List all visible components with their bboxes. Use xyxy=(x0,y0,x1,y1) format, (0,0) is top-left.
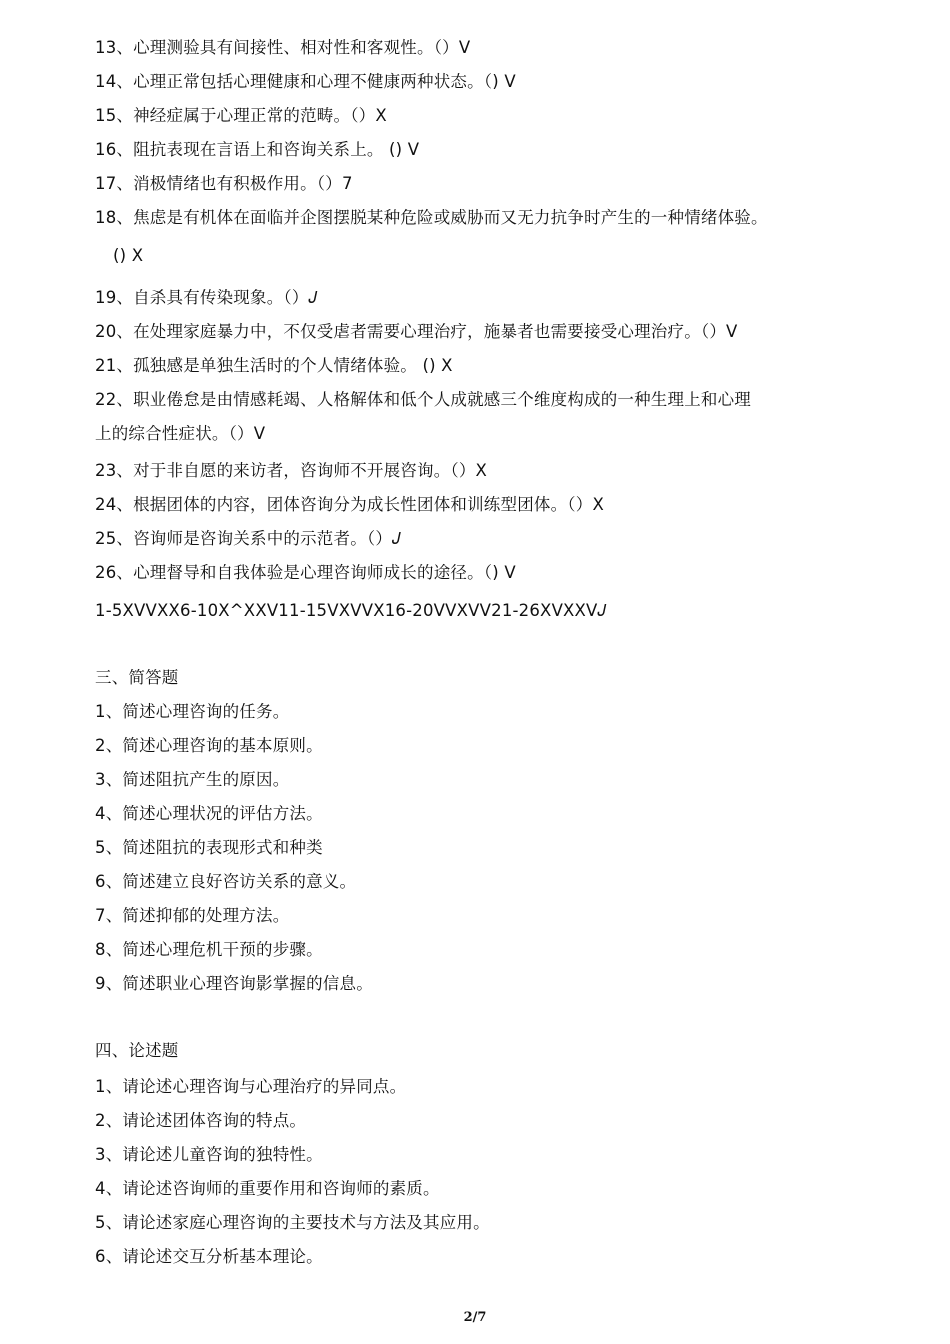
short-answer-item-3: 3、简述阻抗产生的原因。 xyxy=(95,770,290,789)
short-answer-item-9: 9、简述职业心理咨询影掌握的信息。 xyxy=(95,974,373,993)
short-answer-heading: 三、简答题 xyxy=(95,668,179,687)
question-15: 15、神经症属于心理正常的范畴。（）X xyxy=(95,106,387,125)
question-22: 22、职业倦怠是由情感耗竭、人格解体和低个人成就感三个维度构成的一种生理上和心理 xyxy=(95,390,751,409)
answer-key: 1-5XVVXX6-10X^XXV11-15VXVVX16-20VVXVV21-26XVXXV𝐽 xyxy=(95,601,607,620)
short-answer-item-6: 6、简述建立良好咨访关系的意义。 xyxy=(95,872,357,891)
question-14: 14、心理正常包括心理健康和心理不健康两种状态。（) V xyxy=(95,72,516,91)
question-17: 17、消极情绪也有积极作用。（）7 xyxy=(95,174,353,193)
question-20: 20、在处理家庭暴力中，不仅受虐者需要心理治疗，施暴者也需要接受心理治疗。（）V xyxy=(95,322,738,341)
question-16: 16、阻抗表现在言语上和咨询关系上。 () V xyxy=(95,140,420,159)
short-answer-item-4: 4、简述心理状况的评估方法。 xyxy=(95,804,323,823)
short-answer-item-5: 5、简述阻抗的表现形式和种类 xyxy=(95,838,323,857)
question-23: 23、对于非自愿的来访者，咨询师不开展咨询。（）X xyxy=(95,461,488,480)
essay-item-5: 5、请论述家庭心理咨询的主要技术与方法及其应用。 xyxy=(95,1213,490,1232)
essay-item-4: 4、请论述咨询师的重要作用和咨询师的素质。 xyxy=(95,1179,440,1198)
essay-item-6: 6、请论述交互分析基本理论。 xyxy=(95,1247,323,1266)
question-25: 25、咨询师是咨询关系中的示范者。（）𝐽 xyxy=(95,529,401,548)
essay-heading: 四、论述题 xyxy=(95,1041,179,1060)
question-24: 24、根据团体的内容，团体咨询分为成长性团体和训练型团体。（）X xyxy=(95,495,604,514)
question-18-answer: () X xyxy=(113,246,144,265)
short-answer-item-7: 7、简述抑郁的处理方法。 xyxy=(95,906,290,925)
short-answer-item-2: 2、简述心理咨询的基本原则。 xyxy=(95,736,323,755)
question-21: 21、孤独感是单独生活时的个人情绪体验。 () X xyxy=(95,356,453,375)
question-19: 19、自杀具有传染现象。（）𝐽 xyxy=(95,288,318,307)
short-answer-item-1: 1、简述心理咨询的任务。 xyxy=(95,702,290,721)
question-18: 18、焦虑是有机体在面临并企图摆脱某种危险或威胁而又无力抗争时产生的一种情绪体验。 xyxy=(95,208,768,227)
question-22-continued: 上的综合性症状。（）V xyxy=(95,424,266,443)
page-number: 2/7 xyxy=(463,1310,487,1325)
essay-item-3: 3、请论述儿童咨询的独特性。 xyxy=(95,1145,323,1164)
essay-item-1: 1、请论述心理咨询与心理治疗的异同点。 xyxy=(95,1077,407,1096)
essay-item-2: 2、请论述团体咨询的特点。 xyxy=(95,1111,307,1130)
question-13: 13、心理测验具有间接性、相对性和客观性。（）V xyxy=(95,38,471,57)
question-26: 26、心理督导和自我体验是心理咨询师成长的途径。（) V xyxy=(95,563,516,582)
short-answer-item-8: 8、简述心理危机干预的步骤。 xyxy=(95,940,323,959)
